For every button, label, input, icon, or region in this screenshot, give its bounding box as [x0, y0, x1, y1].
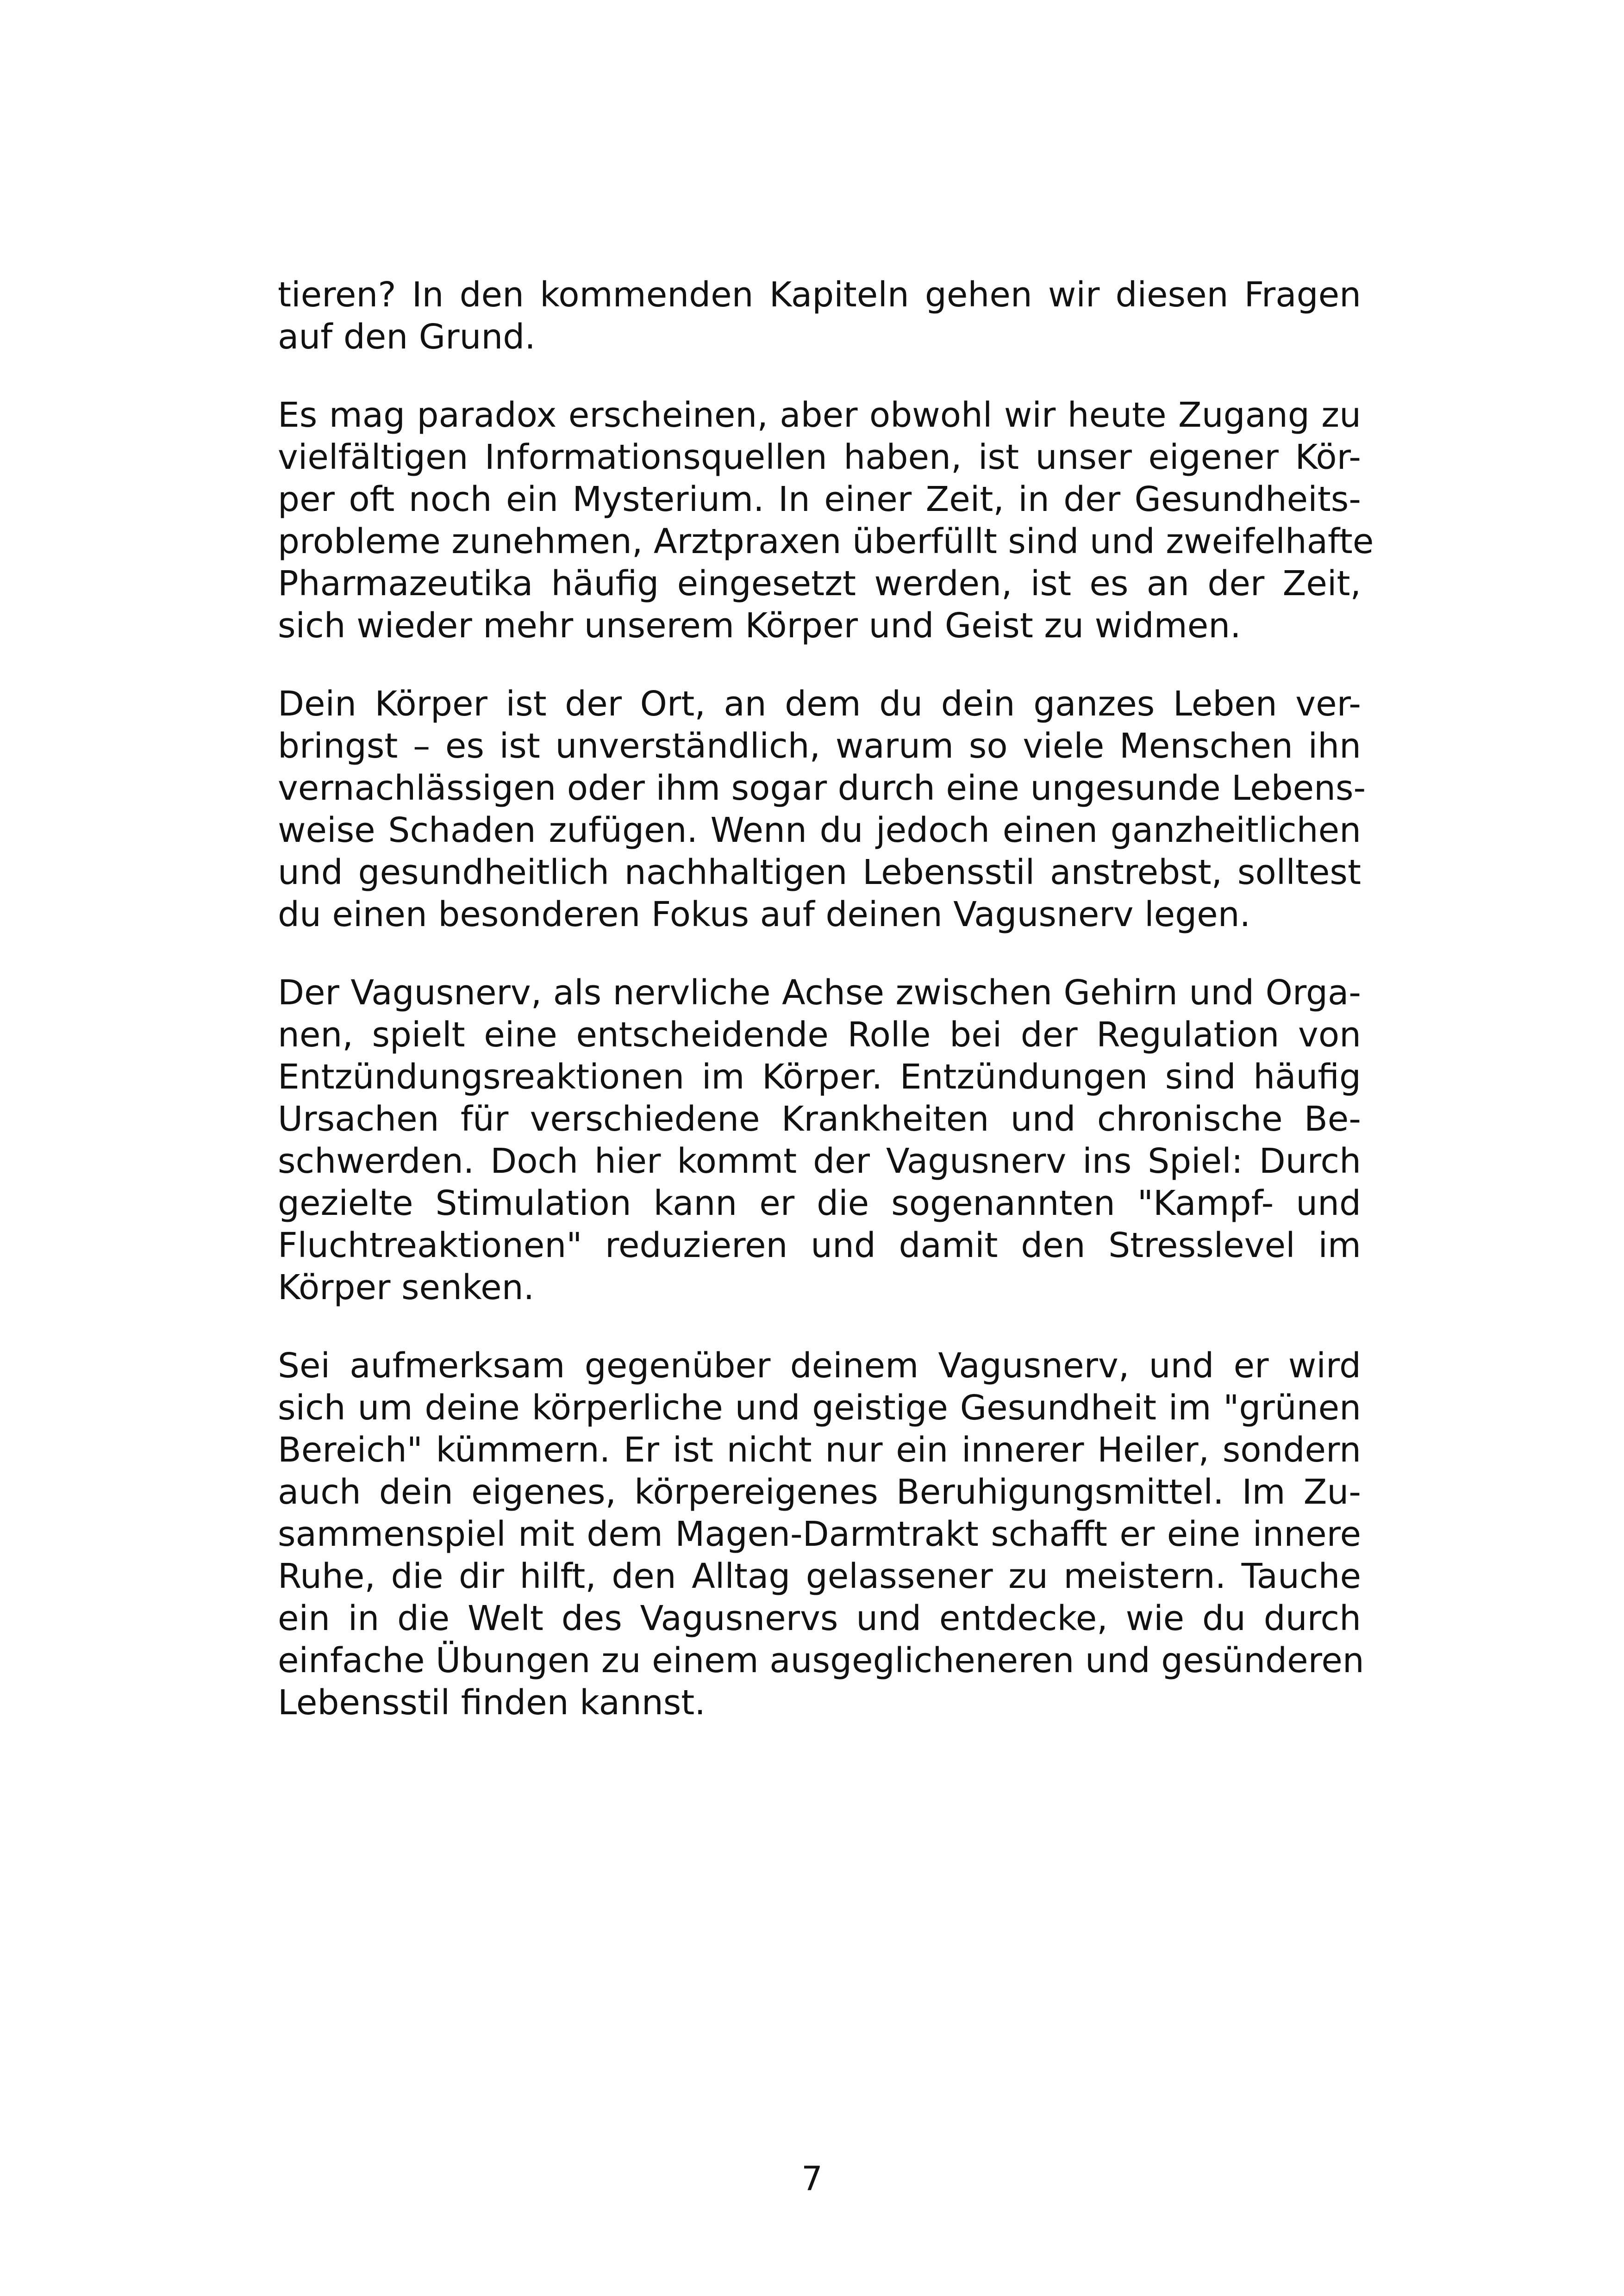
- paragraph-1: [278, 274, 1361, 358]
- page-number: 7: [801, 2159, 823, 2198]
- text-line: Sei aufmerksam gegenüber deinem Vagusnerv, und er wird: [278, 1346, 1361, 1386]
- paragraph-4: [278, 972, 1361, 1309]
- text-line: sich wieder mehr unserem Körper und Geist zu widmen.: [278, 606, 1241, 646]
- text-line: weise Schaden zufügen. Wenn du jedoch einen ganzheitlichen: [278, 810, 1361, 850]
- text-line: Ursachen für verschiedene Krankheiten und chronische Be-: [278, 1099, 1361, 1139]
- text-line: Ruhe, die dir hilft, den Alltag gelassener zu meistern. Tauche: [278, 1556, 1361, 1596]
- text-line: Dein Körper ist der Ort, an dem du dein ganzes Leben ver-: [278, 684, 1361, 724]
- text-line: nen, spielt eine entscheidende Rolle bei der Regulation von: [278, 1015, 1361, 1055]
- paragraph-2: [278, 394, 1374, 647]
- paragraph-5: [278, 1345, 1364, 1724]
- text-line: einfache Übungen zu einem ausgeglicheneren und gesünderen: [278, 1641, 1364, 1680]
- text-line: Der Vagusnerv, als nervliche Achse zwischen Gehirn und Orga-: [278, 973, 1361, 1013]
- text-line: Körper senken.: [278, 1268, 535, 1307]
- text-line: vielfältigen Informationsquellen haben, ist unser eigener Kör-: [278, 437, 1361, 477]
- text-line: und gesundheitlich nachhaltigen Lebensstil anstrebst, solltest: [278, 852, 1361, 892]
- text-line: bringst – es ist unverständlich, warum so viele Menschen ihn: [278, 726, 1361, 766]
- text-line: gezielte Stimulation kann er die sogenannten "Kampf- und: [278, 1183, 1361, 1223]
- text-line: probleme zunehmen, Arztpraxen überfüllt sind und zweifelhafte: [278, 522, 1374, 561]
- page-body: [278, 274, 1374, 1760]
- text-line: Pharmazeutika häufig eingesetzt werden, ist es an der Zeit,: [278, 564, 1361, 604]
- text-line: Es mag paradox erscheinen, aber obwohl wir heute Zugang zu: [278, 395, 1361, 435]
- text-line: sich um deine körperliche und geistige Gesundheit im "grünen: [278, 1388, 1361, 1428]
- text-line: auf den Grund.: [278, 317, 536, 357]
- text-line: schwerden. Doch hier kommt der Vagusnerv ins Spiel: Durch: [278, 1141, 1361, 1181]
- paragraph-3: [278, 683, 1366, 936]
- text-line: auch dein eigenes, körpereigenes Beruhigungsmittel. Im Zu-: [278, 1472, 1361, 1512]
- text-line: du einen besonderen Fokus auf deinen Vagusnerv legen.: [278, 895, 1251, 934]
- text-line: sammenspiel mit dem Magen-Darmtrakt schafft er eine innere: [278, 1514, 1361, 1554]
- text-line: Fluchtreaktionen" reduzieren und damit den Stresslevel im: [278, 1226, 1361, 1265]
- text-line: Lebensstil finden kannst.: [278, 1683, 706, 1723]
- text-line: Entzündungsreaktionen im Körper. Entzündungen sind häufig: [278, 1057, 1361, 1097]
- text-line: ein in die Welt des Vagusnervs und entdecke, wie du durch: [278, 1599, 1361, 1638]
- text-line: per oft noch ein Mysterium. In einer Zeit, in der Gesundheits-: [278, 479, 1361, 519]
- text-line: Bereich" kümmern. Er ist nicht nur ein innerer Heiler, sondern: [278, 1430, 1361, 1470]
- text-line: vernachlässigen oder ihm sogar durch eine ungesunde Lebens-: [278, 768, 1366, 808]
- text-line: tieren? In den kommenden Kapiteln gehen wir diesen Fragen: [278, 275, 1361, 315]
